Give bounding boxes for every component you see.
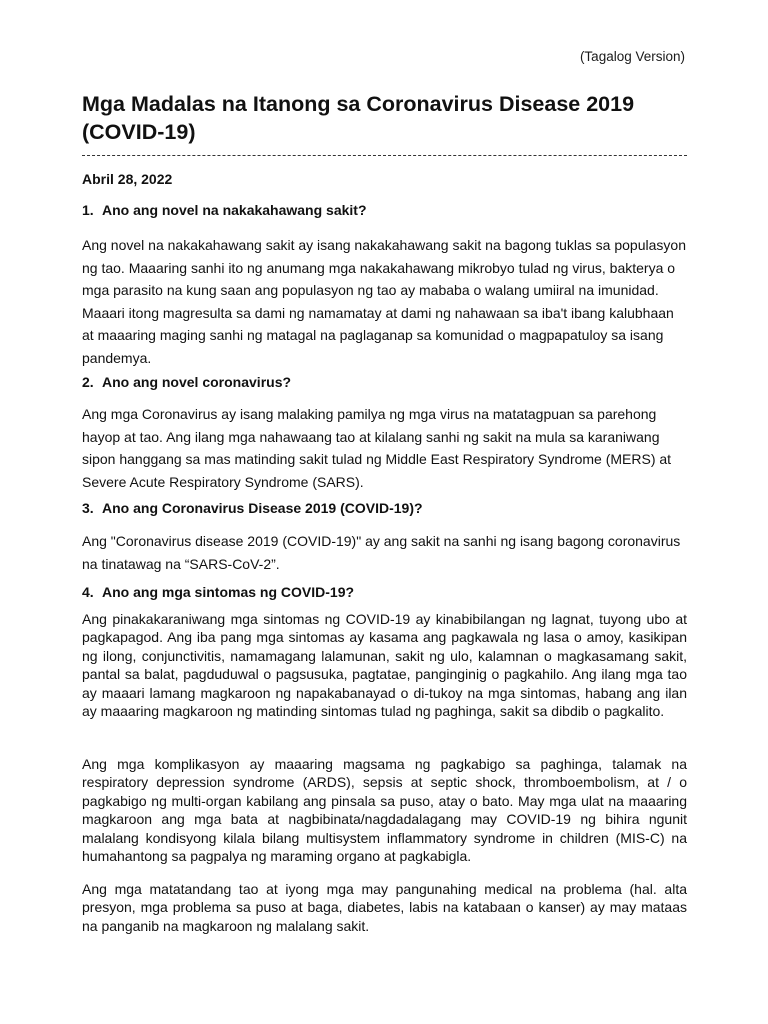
question-2-heading bbox=[82, 374, 291, 390]
question-number: 4. bbox=[82, 584, 94, 600]
answer-4-paragraph-1: Ang pinakakaraniwang mga sintomas ng COVID-19 ay kinabibilangan ng lagnat, tuyong ubo at pagkapagod. Ang iba pang mga sintomas ay kasama ang pagkawala ng lasa o amoy, kasikipan ng ilong, conjunctivitis, namamagang lalamunan, sakit ng ulo, kalamnan o magkasamang sakit, pantal sa balat, pagduduwal o pagsusuka, pagtatae, panginginig o pagkahilo. Ang ilang mga tao ay maaari lamang magkaroon ng napakabanayad o di-tukoy na mga sintomas, habang ang ilan ay maaaring magkaroon ng matinding sintomas tulad ng paghinga, sakit sa dibdib o pagkalito. bbox=[82, 611, 687, 720]
question-4-heading bbox=[82, 584, 354, 600]
document-title: Mga Madalas na Itanong sa Coronavirus Disease 2019 (COVID-19) bbox=[82, 92, 635, 144]
dashed-divider bbox=[82, 155, 687, 156]
answer-4-paragraph-3: Ang mga matatandang tao at iyong mga may pangunahing medical na problema (hal. alta presyon, mga problema sa puso at baga, diabetes, labis na katabaan o kanser) ay may mataas na panganib na magkaroon ng malalang sakit. bbox=[82, 881, 687, 934]
question-text: Ano ang mga sintomas ng COVID-19? bbox=[102, 584, 355, 600]
question-text: Ano ang novel na nakakahawang sakit? bbox=[102, 202, 367, 218]
question-number: 3. bbox=[82, 500, 94, 516]
question-number: 1. bbox=[82, 202, 94, 218]
answer-4-paragraph-2: Ang mga komplikasyon ay maaaring magsama ng pagkabigo sa paghinga, talamak na respiratory depression syndrome (ARDS), sepsis at septic shock, thromboembolism, at / o pagkabigo ng multi-organ kabilang ang pinsala sa puso, atay o bato. May mga ulat na maaaring magkaroon ang mga bata at nagbibinata/nagdadalagang may COVID-19 ng bihira ngunit malalang kondisyong kilala bilang multisystem inflammatory syndrome in children (MIS-C) na humahantong sa pagpalya ng maraming organo at pagkabigla. bbox=[82, 756, 687, 865]
question-text: Ano ang novel coronavirus? bbox=[102, 374, 292, 390]
question-3-heading bbox=[82, 500, 423, 516]
answer-2-paragraph: Ang mga Coronavirus ay isang malaking pamilya ng mga virus na matatagpuan sa parehong hayop at tao. Ang ilang mga nahawaang tao at kilalang sanhi ng sakit na mula sa karaniwang sipon hanggang sa mas matinding sakit tulad ng Middle East Respiratory Syndrome (MERS) at Severe Acute Respiratory Syndrome (SARS). bbox=[82, 406, 672, 490]
question-text: Ano ang Coronavirus Disease 2019 (COVID-19)? bbox=[102, 500, 423, 516]
version-label: (Tagalog Version) bbox=[579, 49, 685, 64]
question-number: 2. bbox=[82, 374, 94, 390]
document-date: Abril 28, 2022 bbox=[82, 171, 173, 187]
question-1-heading bbox=[82, 202, 367, 218]
answer-1-paragraph: Ang novel na nakakahawang sakit ay isang nakakahawang sakit na bagong tuklas sa populasyon ng tao. Maaaring sanhi ito ng anumang mga nakakahawang mikrobyo tulad ng virus, bakterya o mga parasito na kung saan ang populasyon ng tao ay mababa o walang umiiral na imunidad. Maaari itong magresulta sa dami ng namamatay at dami ng nahawaan sa iba't ibang kalubhaan at maaaring maging sanhi ng matagal na paglaganap sa komunidad o magpapatuloy sa isang pandemya. bbox=[82, 237, 686, 366]
answer-3-paragraph: Ang "Coronavirus disease 2019 (COVID-19)" ay ang sakit na sanhi ng isang bagong coronavirus na tinatawag na “SARS-CoV-2”. bbox=[82, 533, 681, 572]
